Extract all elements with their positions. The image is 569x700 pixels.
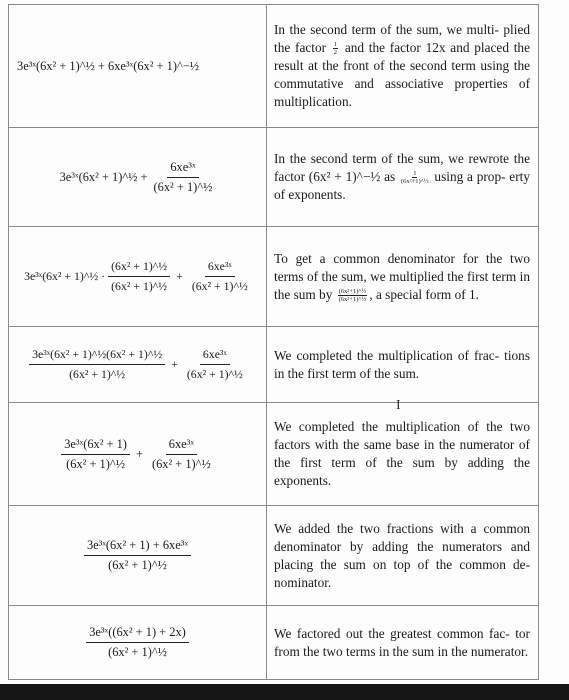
explanation-cell: In the second term of the sum, we rewrote the factor (6x² + 1)^−½ as $\frac{1}{\text{(6x²+1)\textasciicircum{}½}}$ using a prop- erty of exponents.	[267, 128, 539, 227]
math-expression: 3e³ˣ(6x² + 1)^½ · $\frac{\text{(6x² + 1)\textasciicircum{}½}}{\text{(6x² + 1)\textasciicircum{}½}}$ + $\frac{\text{6xe³ˣ}}{\text{(6x² + 1)\textasciicircum{}½}}$	[13, 259, 262, 294]
fraction: $\frac{\text{6xe³ˣ}}{\text{(6x² + 1)\textasciicircum{}½}}$	[151, 436, 211, 471]
table-row	[9, 327, 539, 403]
steps-table	[8, 4, 539, 680]
math-cell	[9, 506, 267, 606]
math-expression	[13, 625, 262, 660]
text-cursor-icon: I	[396, 398, 401, 413]
math-expression: $\frac{\text{3e³ˣ(6x² + 1)}}{\text{(6x² + 1)\textasciicircum{}½}}$ + $\frac{\text{6xe³ˣ}}{\text{(6x² + 1)\textasciicircum{}½}}$	[13, 437, 262, 472]
inline-fraction: $\frac{1}{\text{(6x²+1)\textasciicircum{}½}}$	[401, 170, 429, 186]
math-expression	[13, 59, 262, 74]
math-cell	[9, 5, 267, 128]
explanation-cell: To get a common denominator for the two terms of the sum, we multiplied the first term in the sum by $\frac{\text{(6x²+1)\textasciicircum{}½}}{\text{(6x²+1)\textasciicircum{}½}}$ , a special form of 1.	[267, 227, 539, 327]
math-cell	[9, 403, 267, 506]
fraction: $\frac{\text{3e³ˣ(6x² + 1) + 6xe³ˣ}}{\text{(6x² + 1)\textasciicircum{}½}}$	[84, 538, 191, 573]
explanation-cell: In the second term of the sum, we multi- plied the factor $\frac{1}{2}$ and the factor 12x and placed the result at the front of the second term using the commutative and associative properties of multiplication.	[267, 5, 539, 128]
explanation-cell: We factored out the greatest common fac- tor from the two terms in the sum in the numerator.	[267, 606, 539, 680]
table-row	[9, 403, 539, 506]
explanation-cell: We completed the multiplication of the two factors with the same base in the numerator of the first term of the sum by adding the exponents.	[267, 403, 539, 506]
fraction: $\frac{\text{3e³ˣ(6x² + 1)}}{\text{(6x² + 1)\textasciicircum{}½}}$	[61, 437, 130, 472]
fraction: $\frac{\text{6xe³ˣ}}{\text{(6x² + 1)\textasciicircum{}½}}$	[191, 259, 248, 293]
math-expression	[13, 538, 262, 573]
inline-fraction: $\frac{\text{(6x²+1)\textasciicircum{}½}}{\text{(6x²+1)\textasciicircum{}½}}$	[338, 287, 367, 303]
table-row	[9, 227, 539, 327]
bottom-bar	[0, 684, 569, 700]
explanation-cell: We added the two fractions with a common denominator by adding the numerators and placing the sum on top of the common de- nominator.	[267, 506, 539, 606]
fraction: $\frac{\text{3e³ˣ((6x² + 1) + 2x)}}{\text{(6x² + 1)\textasciicircum{}½}}$	[86, 625, 189, 660]
math-expression: $\frac{\text{3e³ˣ(6x² + 1)\textasciicircum{}½(6x² + 1)\textasciicircum{}½}}{\text{(6x² + 1)\textasciicircum{}½}}$ + $\frac{\text{6xe³ˣ}}{\text{(6x² + 1)\textasciicircum{}½}}$	[13, 347, 262, 382]
fraction: $\frac{\text{(6x² + 1)\textasciicircum{}½}}{\text{(6x² + 1)\textasciicircum{}½}}$	[108, 259, 170, 294]
fraction: $\frac{\text{6xe³ˣ}}{\text{(6x² + 1)\textasciicircum{}½}}$	[153, 159, 213, 194]
math-cell	[9, 606, 267, 680]
table-row	[9, 606, 539, 680]
explanation-cell: We completed the multiplication of frac- tions in the first term of the sum.	[267, 327, 539, 403]
inline-fraction: $\frac{1}{2}$	[333, 41, 338, 57]
math-expression: 3e³ˣ(6x² + 1)^½ + $\frac{\text{6xe³ˣ}}{\text{(6x² + 1)\textasciicircum{}½}}$	[13, 160, 262, 195]
math-cell	[9, 128, 267, 227]
table-row	[9, 128, 539, 227]
table-row	[9, 5, 539, 128]
math-cell	[9, 327, 267, 403]
table-row	[9, 506, 539, 606]
math-text: 3e³ˣ(6x² + 1)^½ + 6xe³ˣ(6x² + 1)^−½	[17, 58, 200, 73]
math-cell	[9, 227, 267, 327]
fraction: $\frac{\text{6xe³ˣ}}{\text{(6x² + 1)\textasciicircum{}½}}$	[186, 347, 243, 381]
fraction: $\frac{\text{3e³ˣ(6x² + 1)\textasciicircum{}½(6x² + 1)\textasciicircum{}½}}{\text{(6x² + 1)\textasciicircum{}½}}$	[29, 347, 165, 382]
